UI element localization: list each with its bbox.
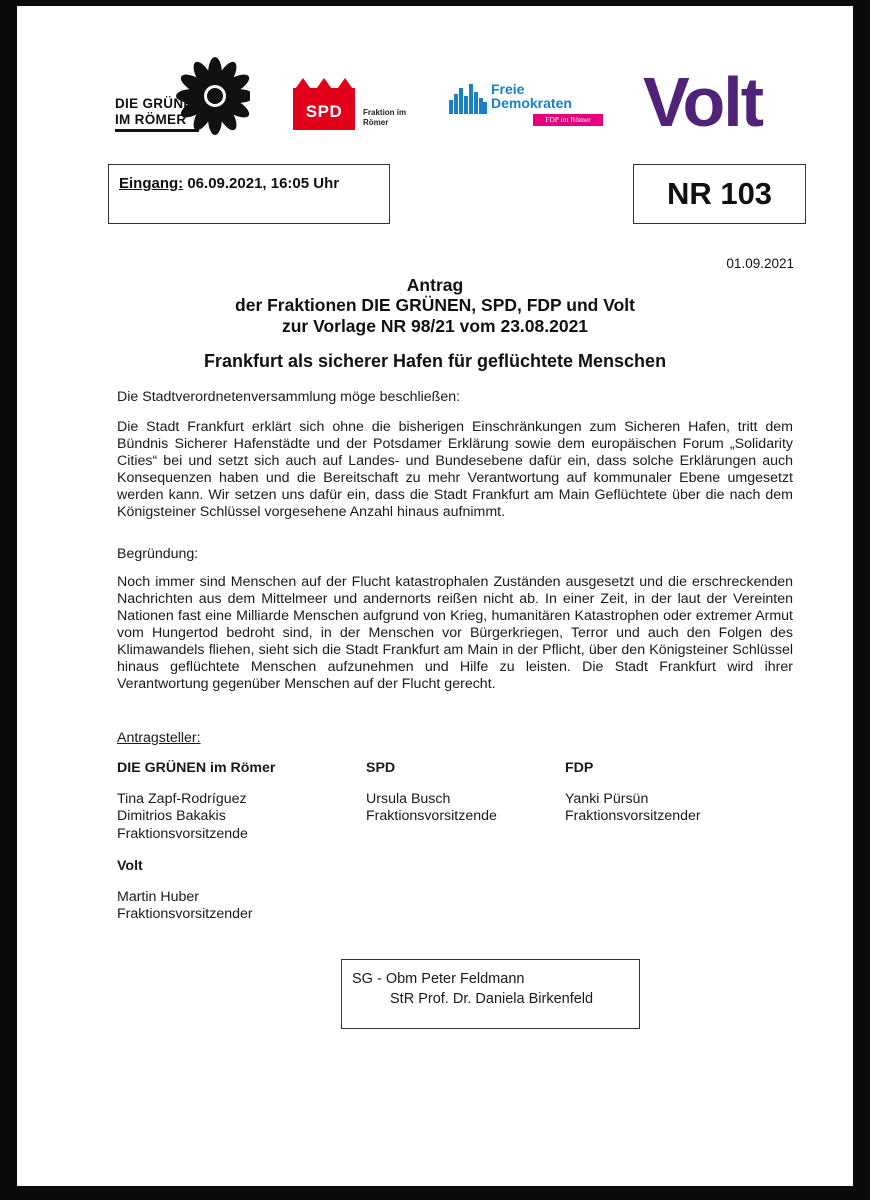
- gruene-logo-underline: [115, 129, 199, 132]
- document-number: NR 103: [666, 176, 773, 211]
- eingang-value: 06.09.2021, 16:05 Uhr: [183, 175, 340, 192]
- signers-fdp-head: FDP: [565, 760, 594, 776]
- fdp-logo-line1: Freie: [491, 81, 525, 97]
- signer-role: Fraktionsvorsitzender: [117, 906, 253, 922]
- signers-gruene-head: DIE GRÜNEN im Römer: [117, 760, 276, 776]
- spd-logo-sub1: Fraktion im: [363, 108, 407, 117]
- resolution-paragraph: Die Stadt Frankfurt erklärt sich ohne die bisherigen Einschränkungen zum Sicheren Hafen, tritt dem Bündnis Sicherer Hafenstädte und der Potsdamer Erklärung sowie dem europäischen Forum „Solidarity Cities“ bei und setzt sich auch auf Landes- und Bundesebene dafür ein, dass solche Erklärungen auch Konsequenzen haben und die Bereitschaft zu mehr Verantwortung auf kommunaler Ebene umgesetzt werden kann. Wir setzen uns dafür ein, dass die Stadt Frankfurt am Main Geflüchtete über die nach dem Königsteiner Schlüssel vorgesehene Anzahl hinaus aufnimmt.: [117, 419, 793, 520]
- spd-logo-text: SPD: [305, 102, 343, 121]
- subject-title: Frankfurt als sicherer Hafen für geflüchtete Menschen: [203, 351, 667, 371]
- document-date: 01.09.2021: [726, 256, 794, 271]
- document-page: [17, 6, 853, 1186]
- gruene-logo-line1: DIE GRÜNEN: [115, 96, 203, 111]
- begruendung-label: Begründung:: [117, 546, 199, 562]
- signer-name: Martin Huber: [117, 888, 200, 905]
- signer-role: Fraktionsvorsitzende: [117, 825, 248, 842]
- signer-name: Dimitrios Bakakis: [117, 808, 226, 824]
- signers-volt-head: Volt: [117, 858, 143, 874]
- routing-box: [341, 959, 640, 1029]
- signer-role: Fraktionsvorsitzender: [565, 808, 701, 824]
- routing-line2: StR Prof. Dr. Daniela Birkenfeld: [390, 991, 594, 1007]
- intro-text: Die Stadtverordnetenversammlung möge beschließen:: [117, 389, 461, 405]
- signers-spd-head: SPD: [366, 760, 396, 776]
- signers-fdp: [565, 760, 701, 826]
- signer-name: Tina Zapf-Rodríguez: [117, 790, 247, 807]
- volt-logo: Volt: [643, 63, 763, 141]
- eingang-stamp: [119, 175, 339, 192]
- fdp-logo-line2: Demokraten: [491, 95, 572, 111]
- signers-gruene: [117, 760, 275, 843]
- spd-logo: [293, 76, 423, 136]
- signer-role: Fraktionsvorsitzende: [366, 808, 497, 824]
- title-line3: zur Vorlage NR 98/21 vom 23.08.2021: [281, 316, 589, 336]
- antragsteller-label: Antragsteller:: [117, 730, 201, 746]
- gruene-logo: [115, 52, 250, 142]
- spd-logo-sub2: Römer: [363, 118, 389, 127]
- signer-name: Ursula Busch: [366, 790, 451, 807]
- begruendung-paragraph: Noch immer sind Menschen auf der Flucht katastrophalen Zuständen ausgesetzt und die erschreckenden Nachrichten aus dem Mittelmeer und andernorts reißen nicht ab. In einer Zeit, in der laut der Vereinten Nationen fast eine Milliarde Menschen aufgrund von Krieg, humanitären Katastrophen oder extremer Armut vom Hungertod bedroht sind, in der Menschen vor Bürgerkriegen, Terror und auch den Folgen des Klimawandels fliehen, sieht sich die Stadt Frankfurt am Main in der Pflicht, über den Königsteiner Schlüssel hinaus geflüchtete Menschen aufzunehmen und Hilfe zu leisten. Die Stadt Frankfurt wird ihrer Verantwortung gegenüber Menschen auf der Flucht gerecht.: [117, 574, 793, 692]
- fdp-logo-badge: FDP im Römer: [533, 114, 603, 126]
- eingang-label: Eingang:: [119, 175, 184, 192]
- fdp-logo: [449, 80, 599, 135]
- title-line2: der Fraktionen DIE GRÜNEN, SPD, FDP und Volt: [235, 295, 635, 315]
- eingang-box: [108, 164, 390, 224]
- title-line1: Antrag: [406, 275, 464, 295]
- skyline-icon: [449, 82, 487, 114]
- signer-name: Yanki Pürsün: [565, 790, 649, 807]
- signers-spd: [366, 760, 497, 826]
- signers-volt: [117, 858, 253, 924]
- gruene-logo-line2: IM RÖMER: [115, 112, 187, 127]
- nr-box: [633, 164, 806, 224]
- routing-line1: SG - Obm Peter Feldmann: [352, 971, 525, 987]
